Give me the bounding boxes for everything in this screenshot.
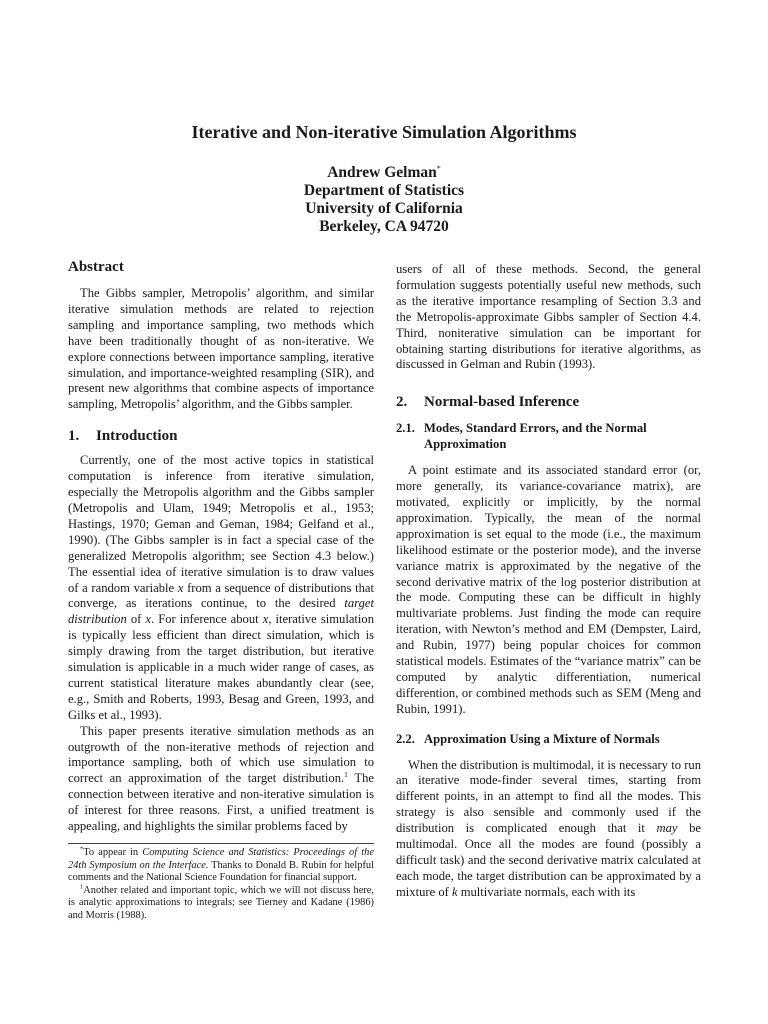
affiliation-address: Berkeley, CA 94720 [319, 218, 449, 236]
intro-paragraph-2: This paper presents iterative simulation methods as an outgrowth of the non-iterative methods of rejection and importance sampling, both of which use simulation to correct an approximation of the target distribution.$^1$ The connection between iterative and non-iterative simulation is of interest for three reasons. First, a unified treatment is appealing, and highlights the similar problems faced by [68, 723, 374, 834]
author-footnote-mark: * [436, 164, 441, 173]
footnote-ref-1[interactable]: 1 [344, 770, 348, 780]
affiliation-university: University of California [305, 200, 463, 218]
left-column [68, 258, 374, 835]
subsection-2-1-text: A point estimate and its associated standard error (or, more generally, its variance-covariance matrix), are motivated, explicitly or implicitly, by the normal approximation. Typically, the mean of the normal approximation is set equal to the mode (i.e., the maximum likelihood estimate or the posterior mode), and the inverse variance matrix is approximated by the negative of the second derivative matrix of the log posterior distribution at the mode. Computing these can be difficult in highly multivariate problems. Just finding the mode can require iteration, with Newton’s method and EM (Dempster, Laird, and Rubin, 1977) being popular choices for common statistical models. Estimates of the “variance matrix” can be computed by analytic differentiation, numerical differention, or combined methods such as SEM (Meng and Rubin, 1991). [396, 463, 701, 716]
author-name: Andrew Gelman* [327, 164, 441, 182]
section-2-heading: 2. Normal-based Inference [396, 394, 580, 411]
right-column [396, 262, 701, 901]
footnote-star: *To appear in Computing Science and Statistics: Proceedings of the 24th Symposium on the Interface. Thanks to Donald B. Rubin for helpful comments and the National Science Foundation for financial support. [68, 845, 375, 884]
subsection-2-1-heading: 2.1. Modes, Standard Errors, and the Normal Approximation [396, 421, 647, 452]
paper-title: Iterative and Non-iterative Simulation Algorithms [191, 122, 577, 142]
footnotes [68, 843, 374, 923]
abstract-text: The Gibbs sampler, Metropolis’ algorithm, and similar iterative simulation methods are related to rejection sampling and importance sampling, two methods which have been traditionally thought of as non-iterative. We explore connections between importance sampling, iterative simulation, and importance-weighted resampling (SIR), and present new algorithms that combine aspects of importance sampling, Metropolis’ algorithm, and the Gibbs sampler. [68, 286, 374, 412]
footnote-1: $^1$Another related and important topic, which we will not discuss here, is analytic approximations to integrals; see Tierney and Kadane (1986) and Morris (1988). [68, 883, 374, 921]
author-block [0, 160, 768, 236]
subsection-2-2-heading: 2.2. Approximation Using a Mixture of Normals [396, 731, 660, 746]
target-distribution-term: target distribution [68, 596, 374, 627]
affiliation-department: Department of Statistics [303, 182, 465, 200]
introduction-heading: 1. Introduction [68, 428, 178, 445]
abstract-heading: Abstract [68, 259, 124, 275]
intro-paragraph-1: Currently, one of the most active topics in statistical computation is inference from iterative simulation, especially the Metropolis algorithm and the Gibbs sampler (Metropolis and Ulam, 1949; Metropolis et al., 1953; Hastings, 1970; Geman and Geman, 1984; Gelfand et al., 1990). (The Gibbs sampler is in fact a special case of the generalized Metropolis algorithm; see Section 4.3 below.) The essential idea of iterative simulation is to draw values of a random variable x from a sequence of distributions that converge, as iterations continue, to the desired target distribution of x. For inference about x, iterative simulation is typically less efficient than direct simulation, which is simply drawing from the target distribution, but iterative simulation is applicable in a much wider range of cases, as current statistical literature makes abundantly clear (see, e.g., Smith and Roberts, 1993, Besag and Green, 1993, and Gilks et al., 1993). [68, 453, 375, 722]
intro-paragraph-2-continued: users of all of these methods. Second, the general formulation suggests potentially useful new methods, such as the iterative importance resampling of Section 3.3 and the Metropolis-approximate Gibbs sampler of Section 4.4. Third, noniterative simulation can be important for obtaining starting distributions for iterative algorithms, as discussed in Gelman and Rubin (1993). [396, 262, 701, 372]
subsection-2-2-text: When the distribution is multimodal, it is necessary to run an iterative mode-finder several times, starting from different points, in an attempt to find all the modes. This strategy is also sensible and commonly used if the distribution is complicated enough that it may be multimodal. Once all the modes are found (possibly a difficult task) and the second derivative matrix calculated at each mode, the target distribution can be approximated by a mixture of k multivariate normals, each with its [396, 757, 701, 899]
